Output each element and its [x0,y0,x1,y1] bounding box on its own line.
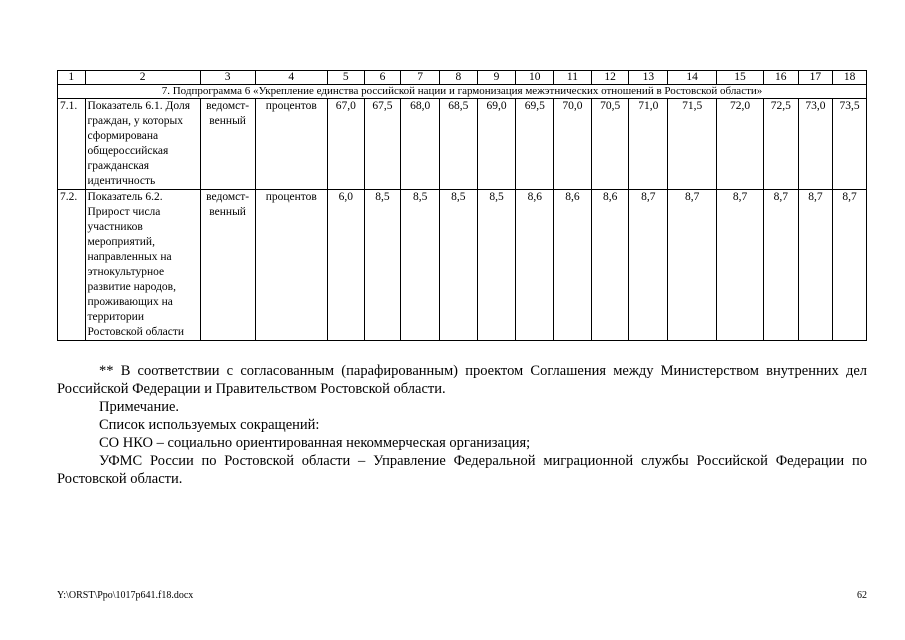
indicator-value: 72,0 [717,99,764,190]
indicators-table [57,70,867,341]
indicator-value: 8,7 [798,190,833,341]
indicator-value: 8,6 [554,190,592,341]
page-number: 62 [857,590,867,601]
indicator-value: 68,5 [440,99,478,190]
indicator-value: 68,0 [401,99,440,190]
indicator-value: 70,5 [591,99,629,190]
indicator-value: 67,0 [327,99,364,190]
footnote-text: ** В соответствии с согласованным (парафированным) проектом Соглашения между Министерством внутренних дел Российской Федерации и Правительством Ростовской области. [57,363,867,397]
indicator-value: 71,5 [668,99,717,190]
indicator-value: 69,0 [477,99,516,190]
indicator-unit: процентов [255,190,327,341]
indicator-value: 6,0 [327,190,364,341]
column-number: 12 [591,71,629,85]
column-number: 11 [554,71,592,85]
table-row-7-1 [58,99,867,190]
column-number: 18 [833,71,867,85]
indicator-value: 8,5 [440,190,478,341]
indicator-name: Показатель 6.2. Прирост числа участников мероприятий, направленных на этнокультурное развитие народов, проживающих на территории Ростовской области [85,190,200,341]
column-number: 6 [364,71,401,85]
subprogram-row [58,85,867,99]
column-number: 1 [58,71,86,85]
indicator-value: 73,5 [833,99,867,190]
column-number: 15 [717,71,764,85]
subprogram-title: 7. Подпрограмма 6 «Укрепление единства российской нации и гармонизация межэтнических отношений в Ростовской области» [58,85,867,99]
indicator-type: ведомст-венный [200,99,255,190]
indicator-value: 8,6 [516,190,554,341]
indicator-value: 8,7 [668,190,717,341]
indicator-value: 8,7 [717,190,764,341]
column-number: 13 [629,71,668,85]
column-number: 4 [255,71,327,85]
row-number: 7.2. [58,190,86,341]
indicator-value: 8,5 [477,190,516,341]
indicator-value: 8,5 [401,190,440,341]
column-number: 16 [763,71,798,85]
indicator-value: 8,7 [833,190,867,341]
column-number: 14 [668,71,717,85]
file-path: Y:\ORST\Ppo\1017p641.f18.docx [57,590,194,601]
column-number: 3 [200,71,255,85]
column-number: 2 [85,71,200,85]
indicator-type: ведомст-венный [200,190,255,341]
notes-section [57,362,867,488]
indicator-value: 8,7 [763,190,798,341]
indicator-name: Показатель 6.1. Доля граждан, у которых сформирована общероссийская гражданская идентичность [85,99,200,190]
row-number: 7.1. [58,99,86,190]
column-number: 7 [401,71,440,85]
note-label: Примечание. [99,399,180,415]
indicator-value: 71,0 [629,99,668,190]
indicator-unit: процентов [255,99,327,190]
indicator-value: 73,0 [798,99,833,190]
abbreviation-item: УФМС России по Ростовской области – Управление Федеральной миграционной службы Российской Федерации по Ростовской области. [57,453,867,487]
column-number-header [58,71,867,85]
column-number: 5 [327,71,364,85]
column-number: 9 [477,71,516,85]
indicator-value: 69,5 [516,99,554,190]
indicator-value: 8,7 [629,190,668,341]
table-row-7-2 [58,190,867,341]
indicator-value: 8,5 [364,190,401,341]
indicator-value: 72,5 [763,99,798,190]
column-number: 17 [798,71,833,85]
column-number: 10 [516,71,554,85]
indicator-value: 8,6 [591,190,629,341]
indicator-value: 70,0 [554,99,592,190]
column-number: 8 [440,71,478,85]
abbreviations-title: Список используемых сокращений: [99,417,320,433]
indicator-value: 67,5 [364,99,401,190]
abbreviation-item: СО НКО – социально ориентированная некоммерческая организация; [99,435,531,451]
